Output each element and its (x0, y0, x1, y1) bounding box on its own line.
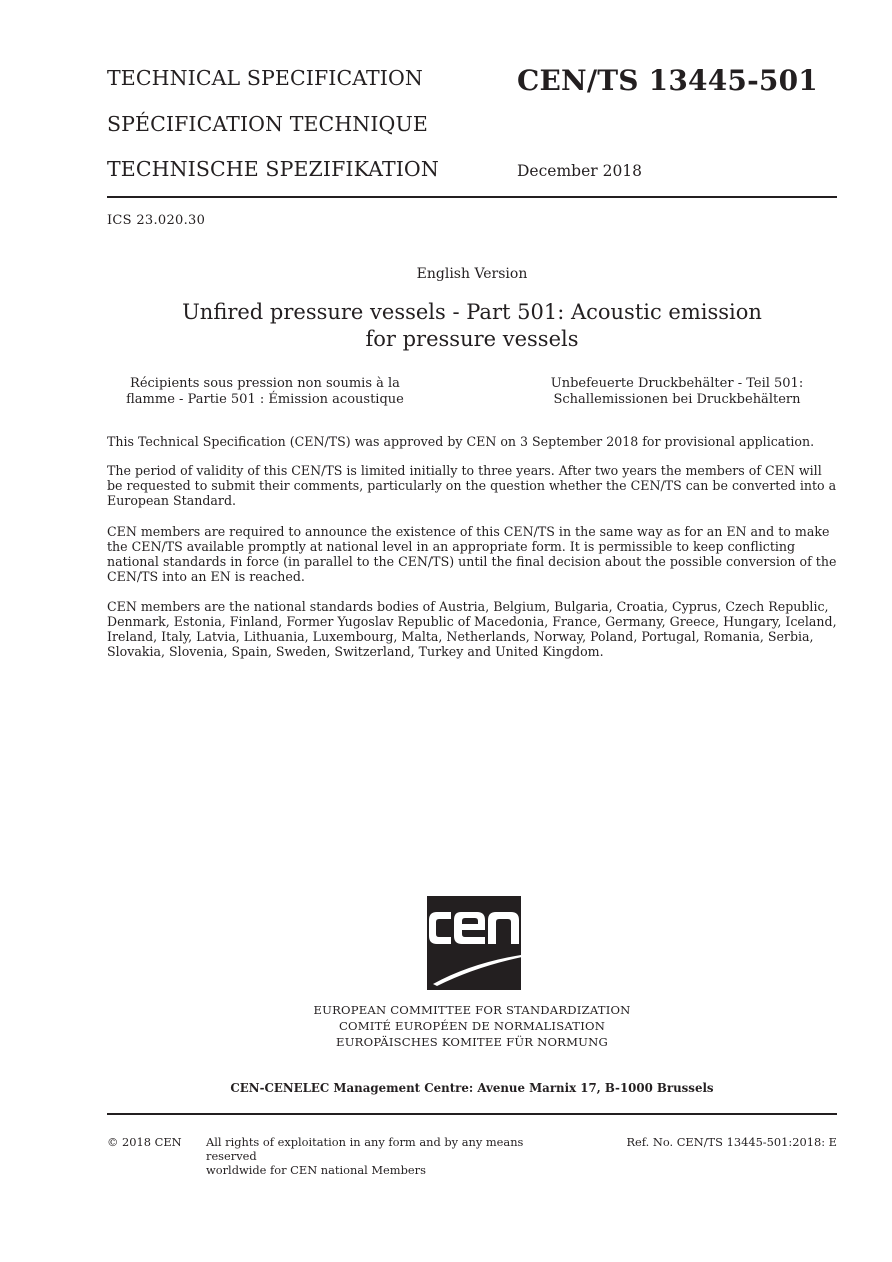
announcement-paragraph: CEN members are required to announce the existence of this CEN/TS in the same way as for an EN and to make the CEN/TS available promptly at national level in an appropriate form. It is permissible to keep conflicting national standards in force (in parallel to the CEN/TS) until the final decision about the possible conversion of the CEN/TS into an EN is reached. (107, 524, 837, 584)
validity-paragraph: The period of validity of this CEN/TS is limited initially to three years. After two years the members of CEN will be requested to submit their comments, particularly on the question whether the CEN/TS can be converted into a European Standard. (107, 463, 837, 508)
management-centre-address: CEN-CENELEC Management Centre: Avenue Marnix 17, B-1000 Brussels (230, 1081, 714, 1095)
rights-statement (206, 1135, 566, 1177)
document-title-line-2: for pressure vessels (365, 327, 579, 351)
copyright-notice: © 2018 CEN (107, 1135, 182, 1149)
rights-statement-line-1: All rights of exploitation in any form and by any means reserved (206, 1135, 524, 1163)
french-title-line-2: flamme - Partie 501 : Émission acoustique (126, 391, 404, 407)
german-title-line-1: Unbefeuerte Druckbehälter - Teil 501: (550, 376, 804, 391)
ics-code: ICS 23.020.30 (107, 213, 206, 228)
french-title-line-1: Récipients sous pression non soumis à la (130, 376, 400, 391)
reference-number: Ref. No. CEN/TS 13445-501:2018: E (626, 1135, 837, 1149)
spec-type-english: TECHNICAL SPECIFICATION (107, 66, 423, 90)
document-number: CEN/TS 13445-501 (517, 64, 818, 97)
rights-statement-line-2: worldwide for CEN national Members (206, 1163, 426, 1177)
committee-name-french: COMITÉ EUROPÉEN DE NORMALISATION (338, 1019, 606, 1033)
french-title (120, 376, 410, 407)
footer-divider (107, 1113, 837, 1115)
spec-type-german: TECHNISCHE SPEZIFIKATION (107, 157, 439, 181)
language-version: English Version (416, 266, 528, 282)
publication-date: December 2018 (517, 162, 643, 180)
document-title-line-1: Unfired pressure vessels - Part 501: Acoustic emission (182, 300, 762, 324)
german-title-line-2: Schallemissionen bei Druckbehältern (553, 391, 801, 407)
spec-type-french: SPÉCIFICATION TECHNIQUE (107, 112, 428, 136)
document-title (180, 299, 764, 353)
cen-logo-icon (427, 896, 521, 990)
committee-name-german: EUROPÄISCHES KOMITEE FÜR NORMUNG (336, 1035, 608, 1049)
german-title (532, 376, 822, 407)
header-divider (107, 196, 837, 198)
approval-paragraph: This Technical Specification (CEN/TS) was approved by CEN on 3 September 2018 for provisional application. (107, 434, 815, 449)
members-paragraph: CEN members are the national standards bodies of Austria, Belgium, Bulgaria, Croatia, Cyprus, Czech Republic, Denmark, Estonia, Finland, Former Yugoslav Republic of Macedonia, France, Germany, Greece, Hungary, Iceland, Ireland, Italy, Latvia, Lithuania, Luxembourg, Malta, Netherlands, Norway, Poland, Portugal, Romania, Serbia, Slovakia, Slovenia, Spain, Sweden, Switzerland, Turkey and United Kingdom. (107, 599, 837, 659)
committee-name-english: EUROPEAN COMMITTEE FOR STANDARDIZATION (313, 1003, 631, 1017)
